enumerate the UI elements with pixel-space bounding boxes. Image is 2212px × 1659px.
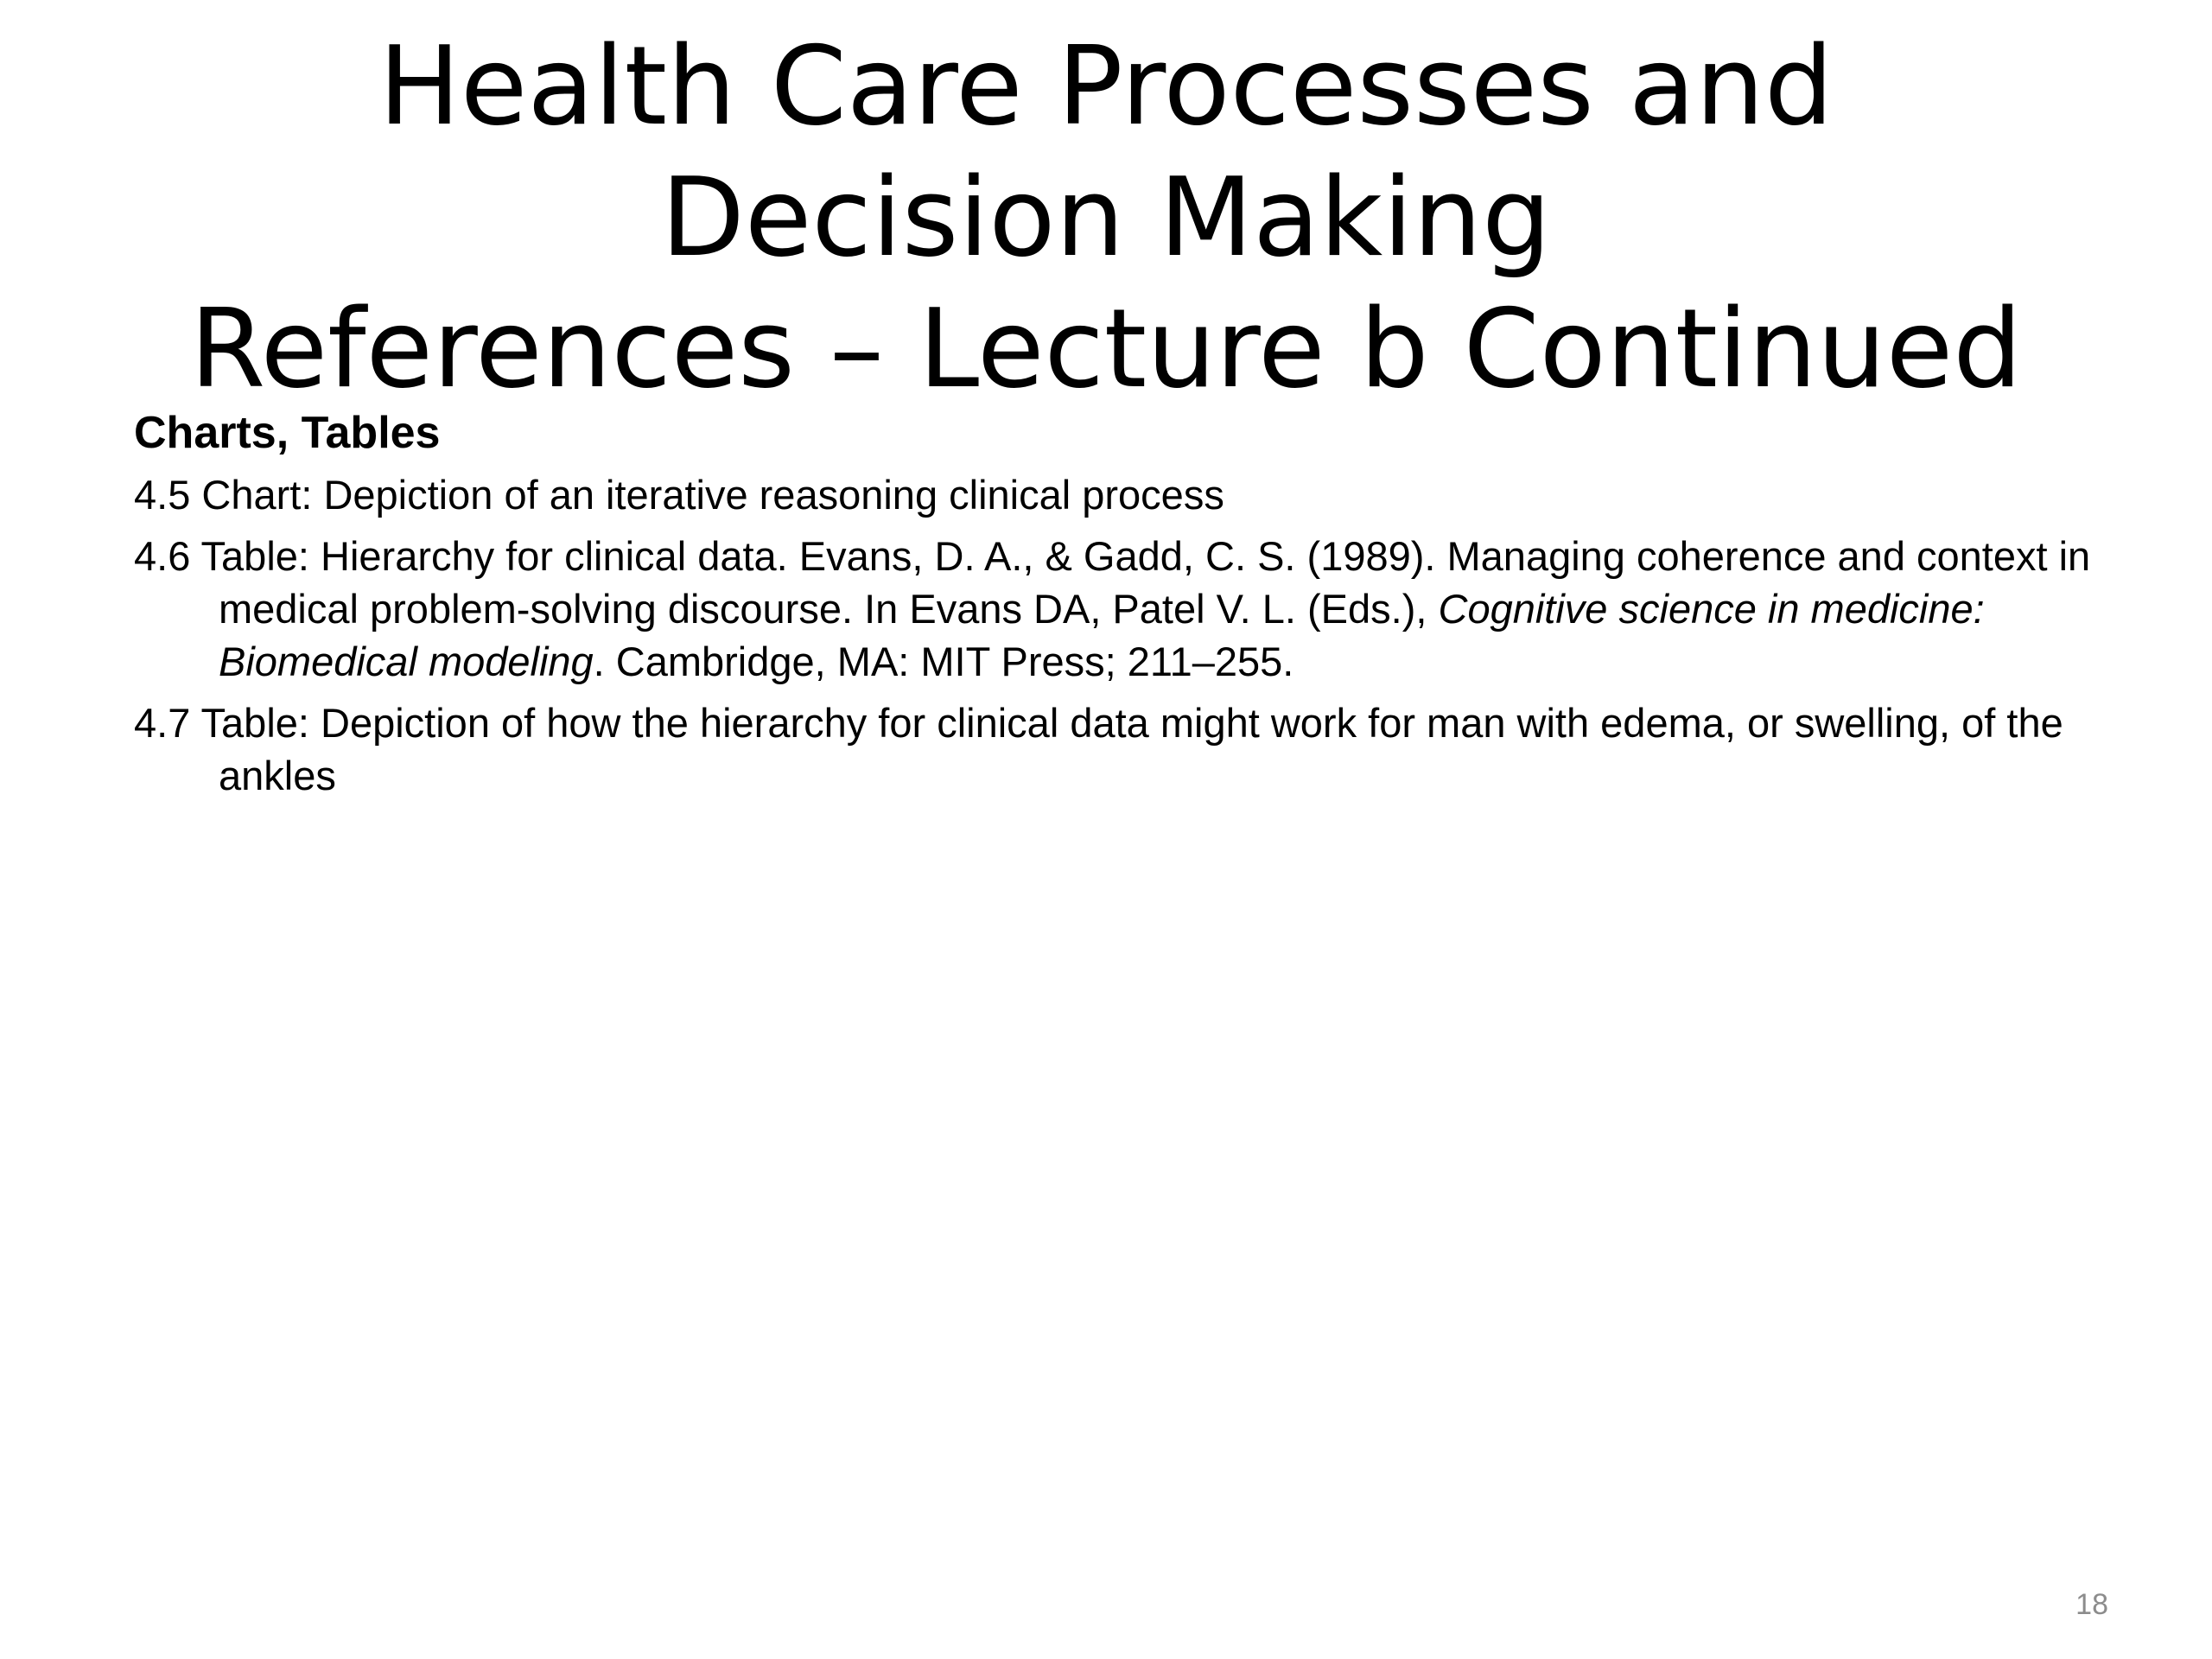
section-heading: Charts, Tables (134, 408, 441, 458)
title-line-1: Health Care Processes and (378, 22, 1834, 149)
page-number: 18 (2075, 1588, 2108, 1621)
reference-item-4-7 (134, 696, 2121, 802)
reference-item-4-5 (134, 468, 2121, 521)
reference-book-title: Cognitive science in medicine: Biomedical modeling (219, 586, 1985, 684)
references-content (134, 404, 2121, 810)
title-line-2: Decision Making (660, 154, 1552, 281)
reference-text: 4.7 Table: Depiction of how the hierarchy for clinical data might work for man with edema, or swelling, of the ankles (134, 700, 2063, 798)
slide-title (0, 21, 2212, 415)
reference-text: 4.6 Table: Hierarchy for clinical data. Evans, D. A., & Gadd, C. S. (1989). Managing coherence and context in medical problem-solving discourse. In Evans DA, Patel V. L. (Eds.), (134, 533, 2091, 632)
reference-publisher: . Cambridge, MA: MIT Press; 211–255. (593, 639, 1294, 684)
reference-item-4-6 (134, 530, 2121, 688)
reference-text: 4.5 Chart: Depiction of an iterative reasoning clinical process (134, 472, 1224, 518)
title-line-3: References – Lecture b Continued (189, 285, 2023, 412)
